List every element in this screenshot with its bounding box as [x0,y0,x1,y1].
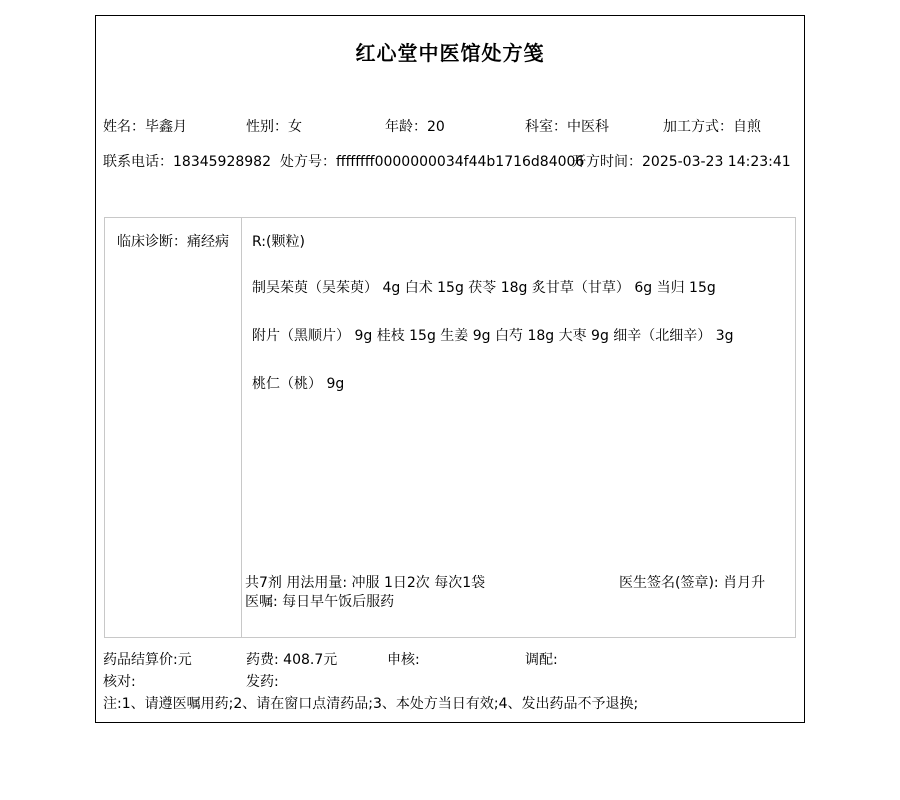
patient-phone: 联系电话：18345928982 [103,154,271,170]
issue-time: 开方时间：2025-03-23 14:23:41 [572,154,791,170]
settlement-price: 药品结算价:元 [103,652,192,668]
dispense-field: 发药: [246,674,279,690]
patient-department: 科室：中医科 [525,119,609,135]
processing-method: 加工方式：自煎 [663,119,761,135]
dosage-usage: 共7剂 用法用量: 冲服 1日2次 每次1袋 [245,575,486,591]
prepare-field: 调配: [525,652,558,668]
patient-age: 年龄：20 [385,119,445,135]
diagnosis-column [105,218,242,637]
clinical-diagnosis: 临床诊断：痛经病 [117,234,229,250]
footer-note: 注:1、请遵医嘱用药;2、请在窗口点清药品;3、本处方当日有效;4、发出药品不予退换; [103,696,639,712]
prescription-sheet [95,15,805,723]
review-field: 申核: [387,652,420,668]
medicine-fee: 药费: 408.7元 [246,652,338,668]
medicine-line: 附片（黑顺片） 9g 桂枝 15g 生姜 9g 白芍 18g 大枣 9g 细辛（北细辛） 3g [252,328,734,344]
doctor-signature: 医生签名(签章): 肖月升 [619,575,766,591]
patient-gender: 性别：女 [246,119,302,135]
prescription-box [104,217,796,638]
prescription-number: 处方号：ffffffff0000000034f44b1716d84006 [280,154,585,170]
medicine-column [243,218,795,637]
page-title: 红心堂中医馆处方笺 [355,41,545,65]
patient-name: 姓名：毕鑫月 [103,119,187,135]
medicine-line: 桃仁（桃） 9g [252,376,345,392]
doctor-advice: 医嘱: 每日早午饭后服药 [245,594,395,610]
medicine-line: 制吴茱萸（吴茱萸） 4g 白术 15g 茯苓 18g 炙甘草（甘草） 6g 当归 15g [252,280,716,296]
check-field: 核对: [103,674,136,690]
rx-form-header: R:(颗粒) [252,234,305,250]
